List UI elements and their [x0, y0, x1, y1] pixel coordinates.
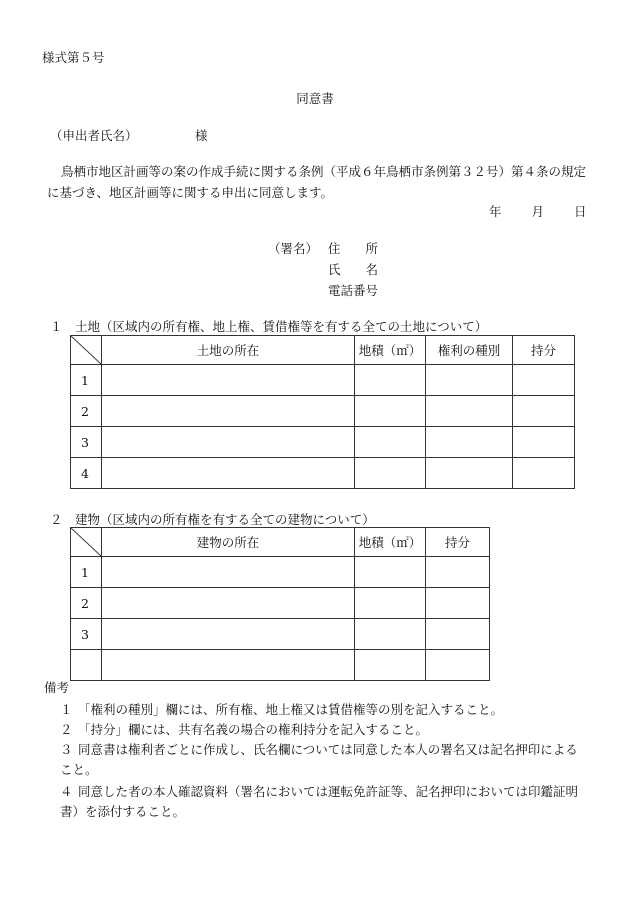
- building-share-cell[interactable]: [426, 588, 490, 619]
- remark-item: [60, 782, 585, 822]
- land-table-row: [71, 396, 575, 427]
- land-table: [70, 335, 575, 489]
- land-share-cell[interactable]: [513, 458, 575, 489]
- land-right-type-cell[interactable]: [426, 365, 513, 396]
- building-row-number: [71, 650, 102, 681]
- building-area-cell[interactable]: [355, 619, 426, 650]
- consent-body-text: 鳥栖市地区計画等の案の作成手続に関する条例（平成６年鳥栖市条例第３２号）第４条の規定に基づき、地区計画等に関する申出に同意します。: [47, 164, 587, 200]
- land-right-type-cell[interactable]: [426, 396, 513, 427]
- land-area-cell[interactable]: [355, 396, 426, 427]
- land-right-type-cell[interactable]: [426, 458, 513, 489]
- document-title: 同意書: [296, 91, 334, 106]
- land-header-share: 持分: [513, 336, 575, 365]
- land-share-cell[interactable]: [513, 427, 575, 458]
- building-header-area: 地積（㎡）: [355, 528, 426, 557]
- land-header-right-type: 権利の種別: [426, 336, 513, 365]
- land-location-cell[interactable]: [102, 427, 355, 458]
- land-location-cell[interactable]: [102, 365, 355, 396]
- building-table-row: [71, 650, 490, 681]
- building-location-cell[interactable]: [102, 650, 355, 681]
- building-table-row: [71, 619, 490, 650]
- remark-text: 「権利の種別」欄には、所有権、地上権又は賃借権等の別を記入すること。: [78, 702, 504, 717]
- land-share-cell[interactable]: [513, 396, 575, 427]
- remark-number: ４: [60, 784, 73, 799]
- building-share-cell[interactable]: [426, 557, 490, 588]
- land-share-cell[interactable]: [513, 365, 575, 396]
- remark-number: ２: [60, 722, 73, 737]
- land-row-number: 3: [71, 427, 102, 458]
- applicant-honorific: 様: [195, 128, 208, 143]
- land-location-cell[interactable]: [102, 458, 355, 489]
- building-share-cell[interactable]: [426, 650, 490, 681]
- building-area-cell[interactable]: [355, 557, 426, 588]
- date-year: 年: [489, 204, 502, 219]
- diagonal-line: [71, 336, 101, 364]
- remark-number: １: [60, 702, 73, 717]
- remark-text: 同意書は権利者ごとに作成し、氏名欄については同意した本人の署名又は記名押印によること。: [60, 742, 578, 777]
- land-row-number: 4: [71, 458, 102, 489]
- applicant-name-label: （申出者氏名）: [50, 128, 138, 143]
- land-table-row: [71, 365, 575, 396]
- land-table-row: [71, 458, 575, 489]
- signature-name-label: 氏 名: [328, 262, 379, 277]
- land-area-cell[interactable]: [355, 458, 426, 489]
- land-table-header-row: [71, 336, 575, 365]
- building-diagonal-cell: [71, 528, 102, 557]
- building-row-number: 1: [71, 557, 102, 588]
- remark-item: [60, 700, 585, 720]
- building-row-number: 3: [71, 619, 102, 650]
- date-month: 月: [531, 204, 545, 219]
- building-location-cell[interactable]: [102, 588, 355, 619]
- form-number: 様式第５号: [42, 50, 105, 65]
- land-row-number: 1: [71, 365, 102, 396]
- land-header-area: 地積（㎡）: [355, 336, 426, 365]
- remark-item: [60, 740, 585, 780]
- land-area-cell[interactable]: [355, 365, 426, 396]
- building-area-cell[interactable]: [355, 650, 426, 681]
- signature-address-label: 住 所: [328, 241, 379, 256]
- signature-label: （署名）: [268, 241, 319, 256]
- date-day: 日: [574, 204, 587, 219]
- building-section-heading: ２ 建物（区域内の所有権を有する全ての建物について）: [50, 512, 375, 527]
- building-row-number: 2: [71, 588, 102, 619]
- diagonal-line: [71, 528, 101, 556]
- remark-text: 同意した者の本人確認資料（署名においては運転免許証等、記名押印においては印鑑証明書）を添付すること。: [60, 784, 579, 819]
- building-table-row: [71, 588, 490, 619]
- signature-phone-label: 電話番号: [328, 283, 379, 298]
- date-line: [489, 204, 587, 219]
- building-location-cell[interactable]: [102, 557, 355, 588]
- land-header-location: 土地の所在: [102, 336, 355, 365]
- building-share-cell[interactable]: [426, 619, 490, 650]
- remark-number: ３: [60, 742, 73, 757]
- land-right-type-cell[interactable]: [426, 427, 513, 458]
- land-table-row: [71, 427, 575, 458]
- remarks-title: 備考: [44, 680, 70, 695]
- land-diagonal-cell: [71, 336, 102, 365]
- building-table-header-row: [71, 528, 490, 557]
- building-header-share: 持分: [426, 528, 490, 557]
- land-section-heading: １ 土地（区域内の所有権、地上権、賃借権等を有する全ての土地について）: [50, 319, 488, 334]
- land-area-cell[interactable]: [355, 427, 426, 458]
- building-location-cell[interactable]: [102, 619, 355, 650]
- land-location-cell[interactable]: [102, 396, 355, 427]
- building-table-row: [71, 557, 490, 588]
- building-area-cell[interactable]: [355, 588, 426, 619]
- remark-text: 「持分」欄には、共有名義の場合の権利持分を記入すること。: [78, 722, 429, 737]
- land-row-number: 2: [71, 396, 102, 427]
- building-header-location: 建物の所在: [102, 528, 355, 557]
- remark-item: [60, 720, 585, 740]
- building-table: [70, 527, 490, 681]
